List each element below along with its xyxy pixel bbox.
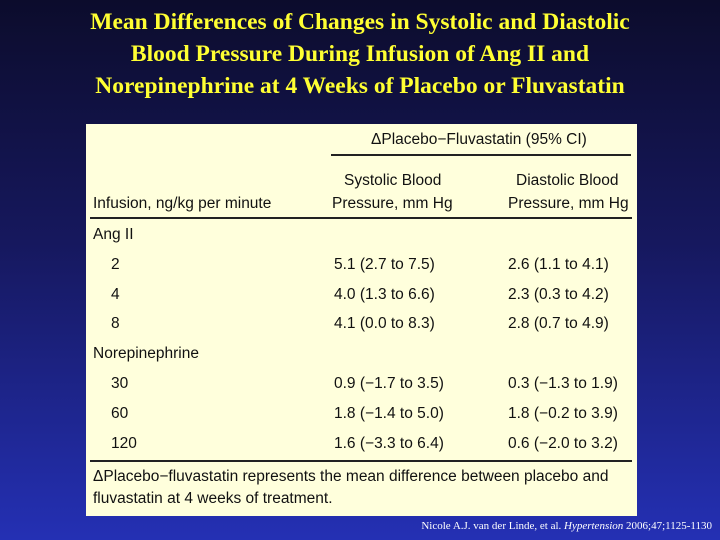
- col-header-diastolic-1: Diastolic Blood: [516, 172, 619, 189]
- systolic-cell: 5.1 (2.7 to 7.5): [334, 256, 435, 273]
- results-table: [86, 124, 637, 516]
- systolic-cell: 0.9 (−1.7 to 3.5): [334, 375, 444, 392]
- diastolic-cell: 2.3 (0.3 to 4.2): [508, 286, 609, 303]
- header-rule: [90, 217, 632, 219]
- diastolic-cell: 1.8 (−0.2 to 3.9): [508, 405, 618, 422]
- citation-authors: Nicole A.J. van der Linde, et al.: [421, 520, 562, 532]
- slide-title: [0, 6, 720, 102]
- systolic-cell: 4.1 (0.0 to 8.3): [334, 315, 435, 332]
- col-header-systolic-2: Pressure, mm Hg: [332, 195, 453, 212]
- section-label: Ang II: [93, 226, 134, 243]
- dose-cell: 120: [111, 435, 137, 452]
- col-header-infusion: Infusion, ng/kg per minute: [93, 195, 272, 212]
- dose-cell: 60: [111, 405, 129, 422]
- title-line-1: Mean Differences of Changes in Systolic and Diastolic: [90, 9, 630, 35]
- dose-cell: 8: [111, 315, 120, 332]
- diastolic-cell: 0.6 (−2.0 to 3.2): [508, 435, 618, 452]
- footnote-line-2: fluvastatin at 4 weeks of treatment.: [93, 490, 333, 507]
- citation-details: 2006;47;1125-1130: [626, 520, 712, 532]
- systolic-cell: 4.0 (1.3 to 6.6): [334, 286, 435, 303]
- title-line-3: Norepinephrine at 4 Weeks of Placebo or Fluvastatin: [95, 73, 625, 99]
- dose-cell: 2: [111, 256, 120, 273]
- diastolic-cell: 2.8 (0.7 to 4.9): [508, 315, 609, 332]
- section-label: Norepinephrine: [93, 345, 199, 362]
- group-header-rule: [331, 154, 631, 156]
- group-header: ΔPlacebo−Fluvastatin (95% CI): [371, 131, 587, 148]
- dose-cell: 30: [111, 375, 129, 392]
- col-header-diastolic-2: Pressure, mm Hg: [508, 195, 629, 212]
- systolic-cell: 1.8 (−1.4 to 5.0): [334, 405, 444, 422]
- footnote-line-1: ΔPlacebo−fluvastatin represents the mean difference between placebo and: [93, 468, 609, 485]
- citation-journal: Hypertension: [564, 520, 624, 532]
- col-header-systolic-1: Systolic Blood: [344, 172, 442, 189]
- diastolic-cell: 0.3 (−1.3 to 1.9): [508, 375, 618, 392]
- citation: [421, 520, 712, 532]
- title-line-2: Blood Pressure During Infusion of Ang II and: [130, 41, 590, 67]
- diastolic-cell: 2.6 (1.1 to 4.1): [508, 256, 609, 273]
- systolic-cell: 1.6 (−3.3 to 6.4): [334, 435, 444, 452]
- footer-rule: [90, 460, 632, 462]
- dose-cell: 4: [111, 286, 120, 303]
